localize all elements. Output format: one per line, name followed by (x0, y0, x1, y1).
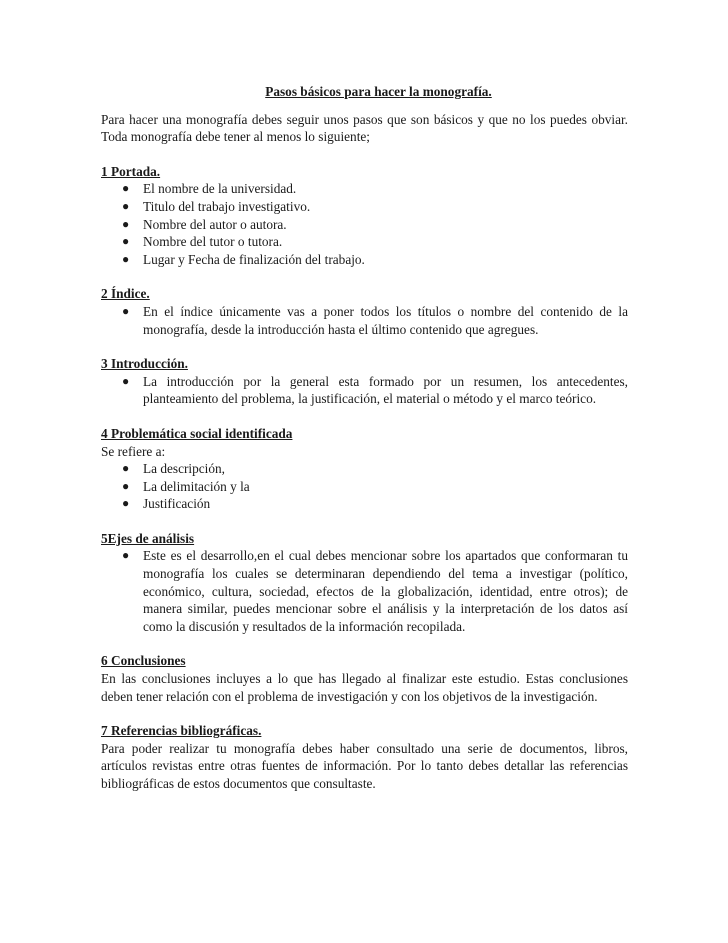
document-title: Pasos básicos para hacer la monografía. (265, 84, 492, 99)
bullet-list (101, 373, 628, 408)
list-item: ● La delimitación y la (122, 478, 250, 494)
list-item: ● Justificación (122, 496, 211, 512)
intro-paragraph: Para hacer una monografía debes seguir unos pasos que son básicos y que no los puedes obviar. Toda monografía debe tener al menos lo siguiente; (101, 111, 628, 145)
bullet-list (101, 460, 628, 513)
list-item: ● Titulo del trabajo investigativo. (122, 198, 311, 214)
bullet-icon: ● (122, 216, 130, 231)
bullet-icon: ● (122, 234, 130, 249)
bullet-icon: ● (122, 181, 130, 196)
section-heading: 3 Introducción. (101, 356, 188, 372)
section-text: En las conclusiones incluyes a lo que has llegado al finalizar este estudio. Estas conclusiones deben tener relación con el problema de investigación y con los objetivos de la investigación. (101, 671, 628, 704)
list-item: ● Lugar y Fecha de finalización del trabajo. (122, 251, 365, 267)
list-item: ● Nombre del tutor o tutora. (122, 234, 283, 250)
section-conclusiones (101, 652, 628, 705)
bullet-list (101, 180, 628, 268)
bullet-icon: ● (122, 198, 130, 213)
section-heading: 6 Conclusiones (101, 653, 186, 669)
bullet-icon: ● (122, 303, 130, 318)
document-page (101, 83, 628, 793)
bullet-icon: ● (122, 251, 130, 266)
bullet-icon: ● (122, 548, 130, 563)
section-introduccion (101, 355, 628, 408)
bullet-list (101, 547, 628, 635)
section-heading: 7 Referencias bibliográficas. (101, 723, 262, 739)
section-heading: 4 Problemática social identificada (101, 425, 293, 441)
section-indice (101, 285, 628, 338)
bullet-icon: ● (122, 478, 130, 493)
bullet-list (101, 303, 628, 338)
list-item: ● El nombre de la universidad. (122, 181, 297, 197)
section-referencias (101, 722, 628, 792)
list-item: ● Nombre del autor o autora. (122, 216, 287, 232)
section-text: Para poder realizar tu monografía debes haber consultado una serie de documentos, libros, artículos revistas entre otras fuentes de información. Por lo tanto debes detallar las referencias bibliográficas de estos documentos que consultaste. (101, 740, 628, 791)
list-item: ● En el índice únicamente vas a poner todos los títulos o nombre del contenido de la monografía, desde la introducción hasta el último contenido que agregues. (122, 303, 628, 337)
bullet-icon: ● (122, 373, 130, 388)
section-portada (101, 163, 628, 269)
section-ejes (101, 530, 628, 636)
section-heading: 5Ejes de análisis (101, 530, 195, 546)
section-heading: 1 Portada. (101, 163, 161, 179)
section-problematica (101, 425, 628, 513)
list-item: ● La introducción por la general esta formado por un resumen, los antecedentes, planteamiento del problema, la justificación, el material o método y el marco teórico. (122, 373, 628, 407)
list-item: ● La descripción, (122, 461, 225, 477)
list-item: ● Este es el desarrollo,en el cual debes mencionar sobre los apartados que conformaran tu monografía los cuales se determinaran dependiendo del tema a investigar (político, económico, cultura, sociedad, efectos de la globalización, identidad, entre otros); de manera similar, puedes mencionar sobre el análisis y la interpretación de los datos así como la discusión y resultados de la información recopilada. (122, 548, 628, 634)
section-text: Se refiere a: (101, 443, 166, 459)
bullet-icon: ● (122, 461, 130, 476)
section-heading: 2 Índice. (101, 286, 150, 302)
bullet-icon: ● (122, 496, 130, 511)
